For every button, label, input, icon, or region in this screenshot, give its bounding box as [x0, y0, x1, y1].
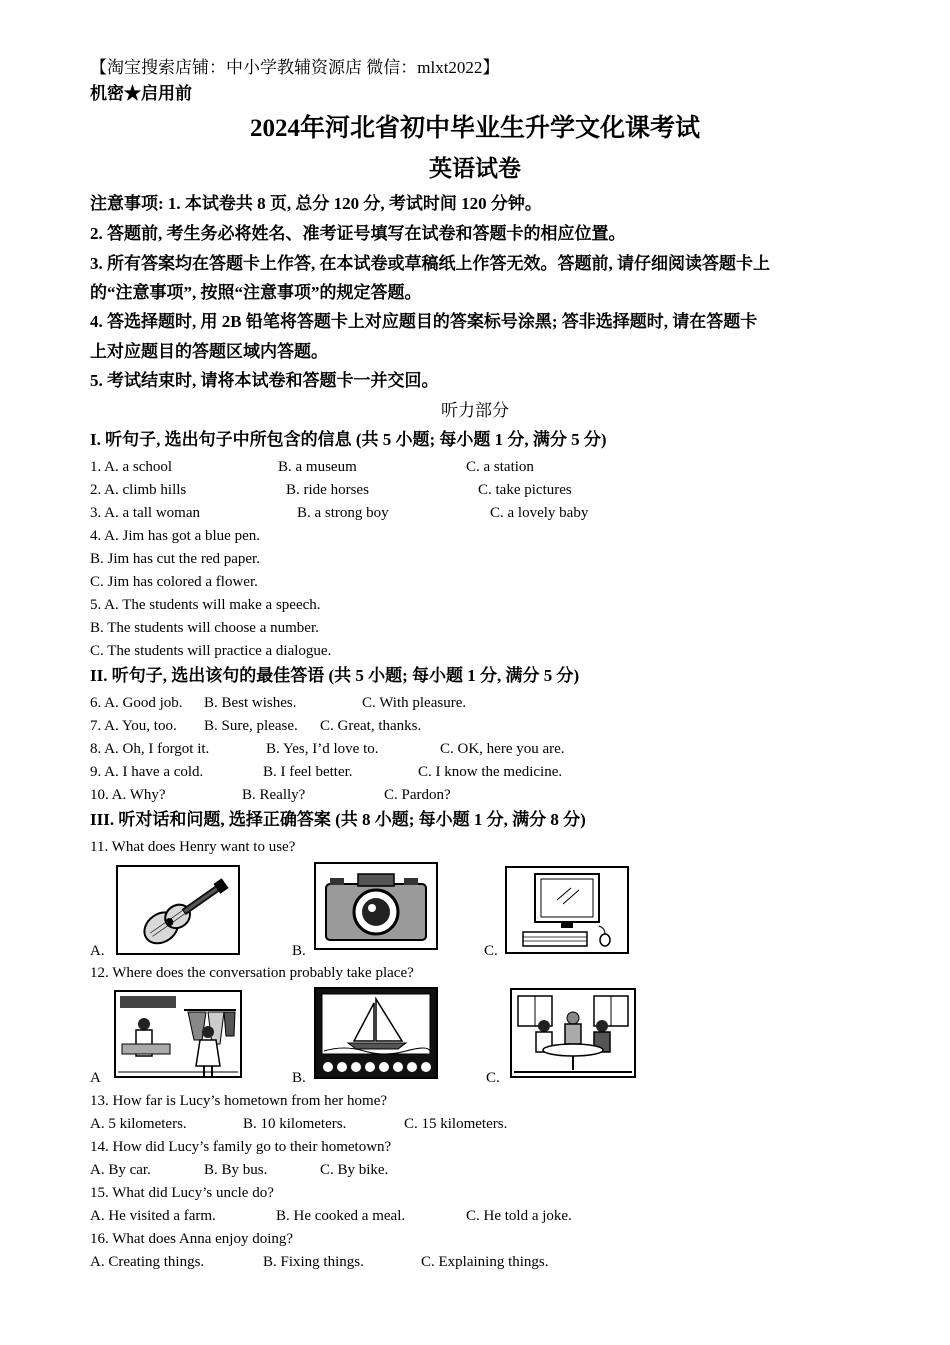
q9-option-a[interactable]: 9. A. I have a cold. [90, 764, 204, 780]
q1-option-c[interactable]: C. a station [466, 459, 534, 475]
q14-option-b[interactable]: B. By bus. [204, 1162, 268, 1178]
q2-option-a[interactable]: 2. A. climb hills [90, 482, 187, 498]
q8-option-b[interactable]: B. Yes, I’d love to. [266, 741, 379, 757]
q11-picture-b[interactable] [314, 862, 438, 950]
computer-icon [505, 866, 629, 954]
camera-icon [314, 862, 438, 950]
q12-picture-c[interactable] [510, 988, 636, 1078]
q13-option-b[interactable]: B. 10 kilometers. [243, 1116, 347, 1132]
watermark-text: 【淘宝搜索店铺：中小学教辅资源店 微信：mlxt2022】 [90, 58, 500, 77]
q11-picture-c[interactable] [505, 866, 629, 954]
q3-option-b[interactable]: B. a strong boy [297, 505, 389, 521]
q6-option-c[interactable]: C. With pleasure. [362, 695, 467, 711]
section2-heading: II. 听句子, 选出该句的最佳答语 (共 5 小题; 每小题 1 分, 满分 5 分) [90, 666, 580, 685]
q6-option-b[interactable]: B. Best wishes. [204, 695, 297, 711]
q8-option-a[interactable]: 8. A. Oh, I forgot it. [90, 741, 210, 757]
q11-option-b[interactable]: B. [292, 943, 306, 959]
q5-option-a[interactable]: 5. A. The students will make a speech. [90, 597, 321, 613]
q15-option-c[interactable]: C. He told a joke. [466, 1208, 572, 1224]
notice-line-1: 注意事项: 1. 本试卷共 8 页, 总分 120 分, 考试时间 120 分钟。 [90, 194, 542, 213]
q4-option-a[interactable]: 4. A. Jim has got a blue pen. [90, 528, 260, 544]
q3-option-a[interactable]: 3. A. a tall woman [90, 505, 200, 521]
q5-option-c[interactable]: C. The students will practice a dialogue. [90, 643, 332, 659]
q14-option-c[interactable]: C. By bike. [320, 1162, 389, 1178]
q13-option-c[interactable]: C. 15 kilometers. [404, 1116, 508, 1132]
q12-option-a[interactable]: A [90, 1070, 101, 1086]
exam-title: 2024年河北省初中毕业生升学文化课考试 [249, 115, 700, 142]
q16-option-c[interactable]: C. Explaining things. [421, 1254, 549, 1270]
q11-option-a[interactable]: A. [90, 943, 105, 959]
q9-option-c[interactable]: C. I know the medicine. [418, 764, 563, 780]
clothes-shop-icon [114, 990, 242, 1078]
q9-option-b[interactable]: B. I feel better. [263, 764, 353, 780]
q4-option-c[interactable]: C. Jim has colored a flower. [90, 574, 258, 590]
q12-stem: 12. Where does the conversation probably take place? [90, 965, 414, 981]
q11-stem: 11. What does Henry want to use? [90, 839, 296, 855]
notice-line-5: 5. 考试结束时, 请将本试卷和答题卡一并交回。 [90, 371, 439, 390]
notice-line-2: 2. 答题前, 考生务必将姓名、准考证号填写在试卷和答题卡的相应位置。 [90, 224, 626, 243]
q12-picture-a[interactable] [114, 990, 242, 1078]
guitar-icon [116, 865, 240, 955]
q5-option-b[interactable]: B. The students will choose a number. [90, 620, 319, 636]
q13-option-a[interactable]: A. 5 kilometers. [90, 1116, 187, 1132]
q7-option-a[interactable]: 7. A. You, too. [90, 718, 177, 734]
q14-option-a[interactable]: A. By car. [90, 1162, 151, 1178]
q6-option-a[interactable]: 6. A. Good job. [90, 695, 183, 711]
q7-option-b[interactable]: B. Sure, please. [204, 718, 298, 734]
q1-option-b[interactable]: B. a museum [278, 459, 357, 475]
q7-option-c[interactable]: C. Great, thanks. [320, 718, 422, 734]
q3-option-c[interactable]: C. a lovely baby [490, 505, 589, 521]
q12-picture-b[interactable] [314, 987, 438, 1079]
q16-option-b[interactable]: B. Fixing things. [263, 1254, 364, 1270]
restaurant-icon [510, 988, 636, 1078]
notice-line-3b: 的“注意事项”, 按照“注意事项”的规定答题。 [90, 283, 422, 302]
q10-option-a[interactable]: 10. A. Why? [90, 787, 166, 803]
q12-option-b[interactable]: B. [292, 1070, 306, 1086]
q1-option-a[interactable]: 1. A. a school [90, 459, 173, 475]
q16-stem: 16. What does Anna enjoy doing? [90, 1231, 294, 1247]
cinema-icon [314, 987, 438, 1079]
q13-stem: 13. How far is Lucy’s hometown from her home? [90, 1093, 388, 1109]
q10-option-b[interactable]: B. Really? [242, 787, 306, 803]
q15-option-a[interactable]: A. He visited a farm. [90, 1208, 216, 1224]
q15-stem: 15. What did Lucy’s uncle do? [90, 1185, 274, 1201]
q2-option-c[interactable]: C. take pictures [478, 482, 572, 498]
q16-option-a[interactable]: A. Creating things. [90, 1254, 205, 1270]
notice-line-4a: 4. 答选择题时, 用 2B 铅笔将答题卡上对应题目的答案标号涂黑; 答非选择题时, 请在答题卡 [90, 312, 758, 331]
section1-heading: I. 听句子, 选出句子中所包含的信息 (共 5 小题; 每小题 1 分, 满分 5 分) [90, 430, 607, 449]
q14-stem: 14. How did Lucy’s family go to their hometown? [90, 1139, 392, 1155]
notice-line-4b: 上对应题目的答题区域内答题。 [90, 342, 328, 361]
q8-option-c[interactable]: C. OK, here you are. [440, 741, 565, 757]
part-title: 听力部分 [441, 401, 509, 420]
q15-option-b[interactable]: B. He cooked a meal. [276, 1208, 406, 1224]
q2-option-b[interactable]: B. ride horses [286, 482, 369, 498]
exam-subtitle: 英语试卷 [429, 156, 521, 181]
section3-heading: III. 听对话和问题, 选择正确答案 (共 8 小题; 每小题 1 分, 满分 8 分) [90, 810, 586, 829]
q12-option-c[interactable]: C. [486, 1070, 500, 1086]
q10-option-c[interactable]: C. Pardon? [384, 787, 451, 803]
q4-option-b[interactable]: B. Jim has cut the red paper. [90, 551, 260, 567]
notice-line-3a: 3. 所有答案均在答题卡上作答, 在本试卷或草稿纸上作答无效。答题前, 请仔细阅读答题卡上 [90, 254, 770, 273]
secret-label: 机密★启用前 [90, 84, 192, 103]
q11-option-c[interactable]: C. [484, 943, 498, 959]
q11-picture-a[interactable] [116, 865, 240, 955]
